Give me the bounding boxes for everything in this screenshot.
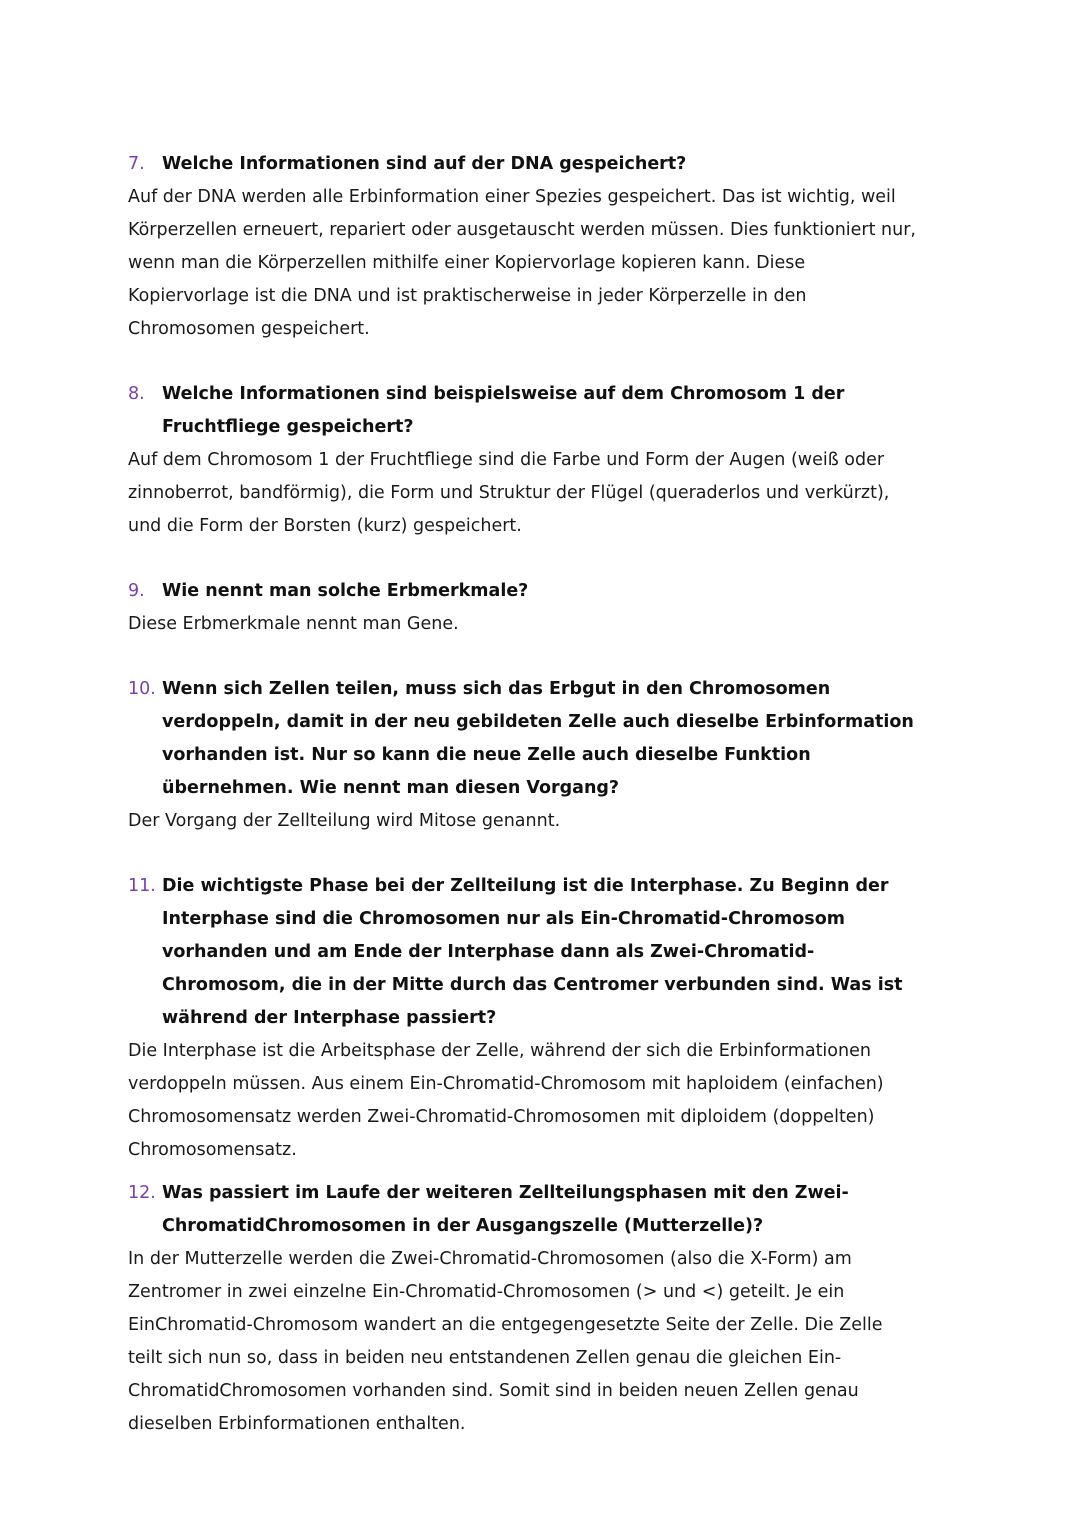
question-text: Wie nennt man solche Erbmerkmale? <box>162 581 529 601</box>
question-9 <box>128 575 968 608</box>
answer-7: Auf der DNA werden alle Erbinformation einer Spezies gespeichert. Das ist wichtig, weil Körperzellen erneuert, repariert oder ausgetauscht werden müssen. Dies funktioniert nur, wenn man die Körperzellen mithilfe einer Kopiervorlage kopieren kann. Diese Kopiervorlage ist die DNA und ist praktischerweise in jeder Körperzelle in den Chromosomen gespeichert. <box>128 187 916 339</box>
answer-9: Diese Erbmerkmale nennt man Gene. <box>128 614 459 634</box>
qa-item-7 <box>128 148 968 346</box>
question-text: Welche Informationen sind auf der DNA gespeichert? <box>162 154 687 174</box>
answer-8: Auf dem Chromosom 1 der Fruchtfliege sind die Farbe und Form der Augen (weiß oder zinnoberrot, bandförmig), die Form und Struktur der Flügel (queraderlos und verkürzt), und die Form der Borsten (kurz) gespeichert. <box>128 450 890 536</box>
question-11 <box>128 870 968 1035</box>
qa-item-12 <box>128 1177 968 1441</box>
question-10 <box>128 673 968 805</box>
answer-11: Die Interphase ist die Arbeitsphase der Zelle, während der sich die Erbinformationen verdoppeln müssen. Aus einem Ein-Chromatid-Chromosom mit haploidem (einfachen) Chromosomensatz werden Zwei-Chromatid-Chromosomen mit diploidem (doppelten) Chromosomensatz. <box>128 1041 884 1160</box>
question-7 <box>128 148 968 181</box>
question-number: 11. <box>128 876 156 896</box>
qa-item-11 <box>128 870 968 1167</box>
question-number: 10. <box>128 679 156 699</box>
qa-item-10 <box>128 673 968 838</box>
answer-10: Der Vorgang der Zellteilung wird Mitose genannt. <box>128 811 561 831</box>
document-page <box>128 148 968 1441</box>
question-text: Die wichtigste Phase bei der Zellteilung ist die Interphase. Zu Beginn der Interphase sind die Chromosomen nur als Ein-Chromatid-Chromosom vorhanden und am Ende der Interphase dann als Zwei-Chromatid- Chromosom, die in der Mitte durch das Centromer verbunden sind. Was ist während der Interphase passiert? <box>162 876 903 1028</box>
question-text: Welche Informationen sind beispielsweise auf dem Chromosom 1 der Fruchtfliege gespeichert? <box>162 384 845 437</box>
qa-item-8 <box>128 378 968 543</box>
question-8 <box>128 378 968 444</box>
question-number: 12. <box>128 1183 156 1203</box>
qa-item-9 <box>128 575 968 641</box>
question-number: 9. <box>128 581 145 601</box>
question-text: Was passiert im Laufe der weiteren Zellteilungsphasen mit den Zwei- ChromatidChromosomen in der Ausgangszelle (Mutterzelle)? <box>162 1183 849 1236</box>
question-12 <box>128 1177 968 1243</box>
question-text: Wenn sich Zellen teilen, muss sich das Erbgut in den Chromosomen verdoppeln, damit in der neu gebildeten Zelle auch dieselbe Erbinformation vorhanden ist. Nur so kann die neue Zelle auch dieselbe Funktion übernehmen. Wie nennt man diesen Vorgang? <box>162 679 914 798</box>
answer-12: In der Mutterzelle werden die Zwei-Chromatid-Chromosomen (also die X-Form) am Zentromer in zwei einzelne Ein-Chromatid-Chromosomen (> und <) geteilt. Je ein EinChromatid-Chromosom wandert an die entgegengesetzte Seite der Zelle. Die Zelle teilt sich nun so, dass in beiden neu entstandenen Zellen genau die gleichen Ein- ChromatidChromosomen vorhanden sind. Somit sind in beiden neuen Zellen genau dieselben Erbinformationen enthalten. <box>128 1249 883 1434</box>
question-number: 8. <box>128 384 145 404</box>
question-number: 7. <box>128 154 145 174</box>
